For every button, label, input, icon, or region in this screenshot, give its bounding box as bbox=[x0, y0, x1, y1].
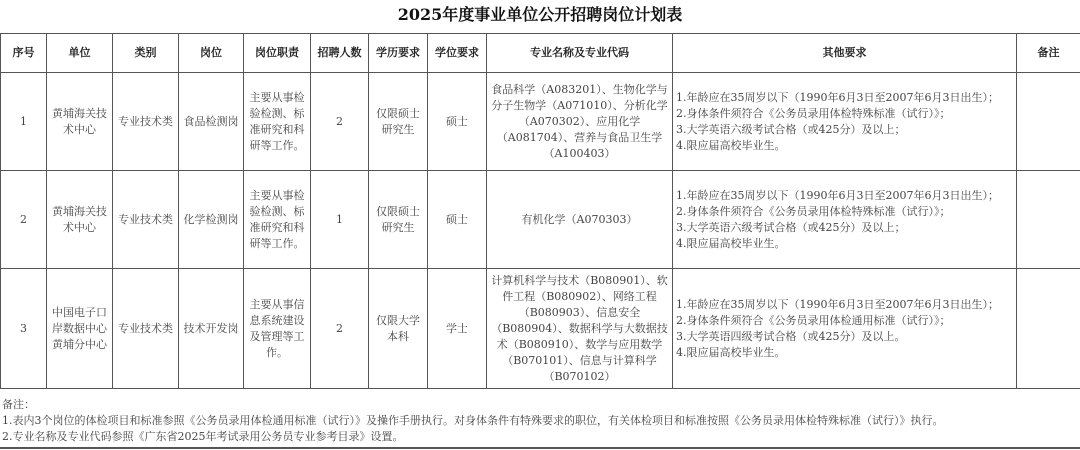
header-education: 学历要求 bbox=[369, 34, 428, 73]
cell-count: 1 bbox=[311, 171, 369, 269]
header-remark: 备注 bbox=[1017, 34, 1080, 73]
cell-remark bbox=[1017, 171, 1080, 269]
other-line: 4.限应届高校毕业生。 bbox=[676, 345, 786, 359]
cell-other bbox=[673, 171, 1017, 269]
cell-count: 2 bbox=[311, 269, 369, 389]
cell-education: 仅限硕士研究生 bbox=[369, 171, 428, 269]
cell-major: 计算机科学与技术（B080901）、软件工程（B080902）、网络工程（B080903）、信息安全（B080904）、数据科学与大数据技术（B080910）、数学与应用数学（B070101）、信息与计算科学（B070102） bbox=[487, 269, 673, 389]
table-row bbox=[1, 269, 1080, 389]
other-line: 3.大学英语六级考试合格（或425分）及以上； bbox=[676, 122, 906, 136]
table-row bbox=[1, 73, 1080, 171]
cell-unit: 黄埔海关技术中心 bbox=[47, 73, 113, 171]
note-item: 2.专业名称及专业代码参照《广东省2025年考试录用公务员专业参考目录》设置。 bbox=[2, 430, 404, 443]
header-degree: 学位要求 bbox=[428, 34, 487, 73]
cell-other bbox=[673, 269, 1017, 389]
header-other: 其他要求 bbox=[673, 34, 1017, 73]
header-no: 序号 bbox=[1, 34, 47, 73]
cell-no: 2 bbox=[1, 171, 47, 269]
cell-other bbox=[673, 73, 1017, 171]
cell-count: 2 bbox=[311, 73, 369, 171]
cell-post: 食品检测岗 bbox=[179, 73, 244, 171]
other-line: 2.身体条件须符合《公务员录用体检通用标准（试行）》； bbox=[676, 313, 951, 327]
header-major: 专业名称及专业代码 bbox=[487, 34, 673, 73]
cell-post: 技术开发岗 bbox=[179, 269, 244, 389]
header-count: 招聘人数 bbox=[311, 34, 369, 73]
cell-category: 专业技术类 bbox=[113, 171, 179, 269]
cell-no: 3 bbox=[1, 269, 47, 389]
cell-duty: 主要从事检验检测、标准研究和科研等工作。 bbox=[244, 73, 311, 171]
page-title: 2025年度事业单位公开招聘岗位计划表 bbox=[397, 5, 683, 24]
header-post: 岗位 bbox=[179, 34, 244, 73]
table-row bbox=[1, 171, 1080, 269]
cell-post: 化学检测岗 bbox=[179, 171, 244, 269]
cell-unit: 黄埔海关技术中心 bbox=[47, 171, 113, 269]
other-line: 3.大学英语四级考试合格（或425分）及以上。 bbox=[676, 329, 906, 343]
other-line: 1.年龄应在35周岁以下（1990年6月3日至2007年6月3日出生）； bbox=[676, 90, 999, 104]
header-row bbox=[1, 34, 1080, 73]
cell-no: 1 bbox=[1, 73, 47, 171]
other-line: 4.限应届高校毕业生。 bbox=[676, 138, 786, 152]
cell-major: 有机化学（A070303） bbox=[487, 171, 673, 269]
cell-degree: 硕士 bbox=[428, 73, 487, 171]
header-duty: 岗位职责 bbox=[244, 34, 311, 73]
header-unit: 单位 bbox=[47, 34, 113, 73]
cell-duty: 主要从事信息系统建设及管理等工作。 bbox=[244, 269, 311, 389]
cell-category: 专业技术类 bbox=[113, 73, 179, 171]
notes-label: 备注： bbox=[2, 398, 35, 411]
other-line: 1.年龄应在35周岁以下（1990年6月3日至2007年6月3日出生）； bbox=[676, 188, 999, 202]
note-item: 1.表内3个岗位的体检项目和标准参照《公务员录用体检通用标准（试行）》及操作手册执行。对身体条件有特殊要求的职位，有关体检项目和标准按照《公务员录用体检特殊标准（试行）》执行。 bbox=[2, 414, 944, 427]
cell-duty: 主要从事检验检测、标准研究和科研等工作。 bbox=[244, 171, 311, 269]
cell-degree: 学士 bbox=[428, 269, 487, 389]
job-plan-table bbox=[0, 33, 1080, 389]
notes bbox=[2, 397, 944, 445]
other-line: 2.身体条件须符合《公务员录用体检特殊标准（试行）》； bbox=[676, 204, 951, 218]
cell-major: 食品科学（A083201）、生物化学与分子生物学（A071010）、分析化学（A070302）、应用化学（A081704）、营养与食品卫生学（A100403） bbox=[487, 73, 673, 171]
cell-remark bbox=[1017, 269, 1080, 389]
other-line: 3.大学英语六级考试合格（或425分）及以上； bbox=[676, 220, 906, 234]
other-line: 1.年龄应在35周岁以下（1990年6月3日至2007年6月3日出生）； bbox=[676, 297, 999, 311]
cell-degree: 硕士 bbox=[428, 171, 487, 269]
cell-education: 仅限硕士研究生 bbox=[369, 73, 428, 171]
cell-education: 仅限大学本科 bbox=[369, 269, 428, 389]
other-line: 4.限应届高校毕业生。 bbox=[676, 236, 786, 250]
other-line: 2.身体条件须符合《公务员录用体检特殊标准（试行）》； bbox=[676, 106, 951, 120]
header-category: 类别 bbox=[113, 34, 179, 73]
cell-unit: 中国电子口岸数据中心黄埔分中心 bbox=[47, 269, 113, 389]
bottom-divider bbox=[0, 447, 1080, 449]
cell-remark bbox=[1017, 73, 1080, 171]
cell-category: 专业技术类 bbox=[113, 269, 179, 389]
